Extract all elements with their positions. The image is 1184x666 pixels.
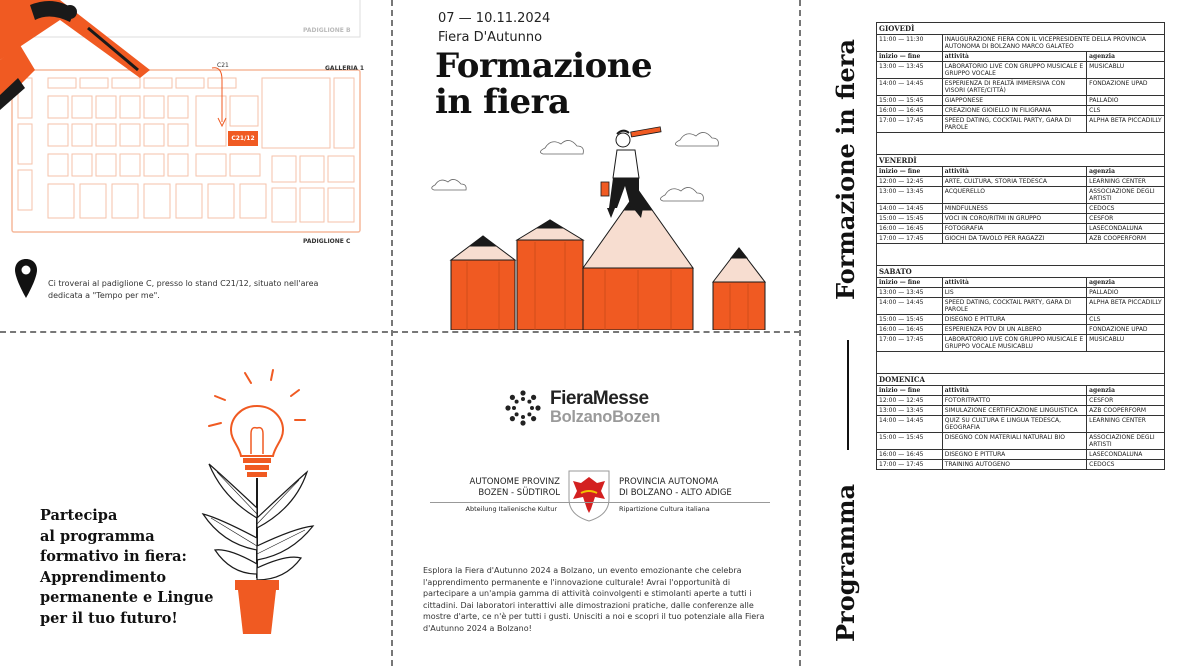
department-de: Abteilung Italienische Kultur (465, 505, 557, 513)
spacer-row (877, 352, 1165, 374)
table-row (877, 35, 1165, 52)
agency-cell: LASECONDALUNA (1087, 450, 1165, 460)
header-activity: attività (942, 386, 1086, 396)
schedule-table (876, 22, 1165, 470)
agency-cell: ALPHA BETA PICCADILLY (1087, 298, 1165, 315)
cover-title-line-1: Formazione (435, 46, 653, 86)
province-it-line-1: PROVINCIA AUTONOMA (619, 477, 719, 487)
activity-cell: ACQUERELLO (942, 187, 1086, 204)
table-row (877, 214, 1165, 224)
time-cell: 15:00 — 15:45 (877, 433, 943, 450)
invite-line: al programma (40, 527, 155, 545)
time-cell: 13:00 — 13:45 (877, 406, 943, 416)
agency-cell: LEARNING CENTER (1087, 177, 1165, 187)
activity-cell: QUIZ SU CULTURA E LINGUA TEDESCA, GEOGRAFIA (942, 416, 1086, 433)
invite-text (40, 506, 240, 629)
agency-cell: LASECONDALUNA (1087, 224, 1165, 234)
invite-line: Apprendimento (40, 568, 167, 586)
agency-cell: CLS (1087, 315, 1165, 325)
header-time: inizio — fine (877, 167, 943, 177)
invite-line: Partecipa (40, 507, 118, 524)
province-de (425, 477, 560, 499)
time-cell: 16:00 — 16:45 (877, 325, 943, 335)
activity-cell: MINDFULNESS (942, 204, 1086, 214)
time-cell: 13:00 — 13:45 (877, 62, 943, 79)
label-pavilion-b: PADIGLIONE B (303, 27, 351, 34)
agency-cell: CEDOCS (1087, 204, 1165, 214)
agency-cell: AZB COOPERFORM (1087, 234, 1165, 244)
invite-line: permanente e Lingue (40, 589, 214, 606)
header-time: inizio — fine (877, 52, 943, 62)
fair-name: Fiera D'Autunno (438, 30, 543, 45)
activity-cell: TRAINING AUTOGENO (942, 460, 1086, 470)
table-row (877, 460, 1165, 470)
header-agency: agenzia (1087, 386, 1165, 396)
agency-cell: MUSICABLU (1087, 335, 1165, 352)
column-header-row (877, 167, 1165, 177)
table-row (877, 335, 1165, 352)
activity-cell: ARTE, CULTURA, STORIA TEDESCA (942, 177, 1086, 187)
table-row (877, 224, 1165, 234)
activity-cell: FOTOGRAFIA (942, 224, 1086, 234)
day-heading: SABATO (877, 266, 1165, 278)
event-dates: 07 — 10.11.2024 (438, 11, 551, 26)
time-cell: 16:00 — 16:45 (877, 224, 943, 234)
table-row (877, 433, 1165, 450)
invite-line: formativo in fiera: (40, 548, 187, 565)
table-row (877, 62, 1165, 79)
agency-cell: PALLADIO (1087, 96, 1165, 106)
day-heading: DOMENICA (877, 374, 1165, 386)
table-row (877, 96, 1165, 106)
table-row (877, 315, 1165, 325)
invite-panel (0, 333, 390, 666)
header-agency: agenzia (1087, 52, 1165, 62)
province-coat-of-arms-icon (567, 469, 611, 523)
activity-cell: ESPERIENZA DI REALTÀ IMMERSIVA CON VISORI (ARTE/CITTÀ) (942, 79, 1086, 96)
cover-panel (395, 0, 800, 330)
day-row-saturday (877, 266, 1165, 278)
table-row (877, 106, 1165, 116)
table-row (877, 406, 1165, 416)
header-time: inizio — fine (877, 278, 943, 288)
time-cell: 13:00 — 13:45 (877, 187, 943, 204)
province-divider (430, 502, 770, 503)
agency-cell: ASSOCIAZIONE DEGLI ARTISTI (1087, 433, 1165, 450)
header-activity: attività (942, 167, 1086, 177)
province-de-line-2: BOZEN - SÜDTIROL (478, 488, 560, 498)
agency-cell: PALLADIO (1087, 288, 1165, 298)
day-row-thursday (877, 23, 1165, 35)
department-it: Ripartizione Cultura italiana (619, 505, 710, 513)
stand-marker: C21/12 (228, 131, 258, 146)
time-cell: 14:00 — 14:45 (877, 298, 943, 315)
time-cell: 17:00 — 17:45 (877, 234, 943, 244)
header-activity: attività (942, 52, 1086, 62)
activity-cell: DISEGNO CON MATERIALI NATURALI BIO (942, 433, 1086, 450)
province-it-line-2: DI BOLZANO - ALTO ADIGE (619, 488, 732, 498)
table-row (877, 79, 1165, 96)
pencil-mountains-illustration (395, 0, 800, 330)
header-agency: agenzia (1087, 278, 1165, 288)
cover-title-line-2: in fiera (435, 82, 570, 122)
vertical-divider (847, 340, 849, 450)
time-cell: 14:00 — 14:45 (877, 416, 943, 433)
table-row (877, 396, 1165, 406)
fieramesse-name: FieraMesse (550, 388, 649, 409)
map-panel (0, 0, 390, 330)
spacer-row (877, 244, 1165, 266)
label-pavilion-c: PADIGLIONE C (303, 238, 351, 245)
table-row (877, 298, 1165, 315)
activity-cell: SPEED DATING, COCKTAIL PARTY, GARA DI PAROLE (942, 116, 1086, 133)
activity-cell: LABORATORIO LIVE CON GRUPPO MUSICALE E GRUPPO VOCALE (942, 62, 1086, 79)
province-it (619, 477, 769, 499)
location-pin-icon (14, 258, 38, 300)
activity-cell: DISEGNO E PITTURA (942, 450, 1086, 460)
header-time: inizio — fine (877, 386, 943, 396)
fold-line-1 (391, 0, 393, 666)
time-cell: 13:00 — 13:45 (877, 288, 943, 298)
time-cell: 14:00 — 14:45 (877, 204, 943, 214)
column-header-row (877, 386, 1165, 396)
day-heading: VENERDÌ (877, 155, 1165, 167)
logos-panel (395, 333, 800, 666)
vertical-title: Formazione in fiera (831, 39, 860, 300)
column-header-row (877, 52, 1165, 62)
table-row (877, 116, 1165, 133)
day-row-friday (877, 155, 1165, 167)
agency-cell: MUSICABLU (1087, 62, 1165, 79)
explorer-figure (601, 127, 661, 218)
event-description: Esplora la Fiera d'Autunno 2024 a Bolzano, un evento emozionante che celebra l'apprendimento permanente e l'innovazione culturale! Avrai l'opportunità di partecipare a un'ampia gamma di attività coinvolgenti e stimolanti aperte a tutti i cittadini. Dai laboratori interattivi alle dimostrazioni pratiche, dalle conferenze alle mostre d'arte, ce n'è per tutti i gusti. Unisciti a noi e scopri il tuo potenziale alla Fiera d'Autunno 2024 a Bolzano! (423, 566, 765, 633)
time-cell: 17:00 — 17:45 (877, 116, 943, 133)
table-row (877, 177, 1165, 187)
time-cell: 12:00 — 12:45 (877, 177, 943, 187)
agency-cell: ASSOCIAZIONE DEGLI ARTISTI (1087, 187, 1165, 204)
time-cell: 17:00 — 17:45 (877, 335, 943, 352)
day-heading: GIOVEDÌ (877, 23, 1165, 35)
label-stand-pointer: C21 (217, 62, 229, 69)
invite-line: per il tuo futuro! (40, 609, 178, 627)
day-row-sunday (877, 374, 1165, 386)
activity-cell: SPEED DATING, COCKTAIL PARTY, GARA DI PAROLE (942, 298, 1086, 315)
activity-cell: ESPERIENZA POV DI UN ALBERO (942, 325, 1086, 335)
agency-cell: LEARNING CENTER (1087, 416, 1165, 433)
time-cell: 15:00 — 15:45 (877, 96, 943, 106)
table-row (877, 416, 1165, 433)
agency-cell: CEDOCS (1087, 460, 1165, 470)
activity-cell: SIMULAZIONE CERTIFICAZIONE LINGUISTICA (942, 406, 1086, 416)
table-row (877, 325, 1165, 335)
activity-cell: GIAPPONESE (942, 96, 1086, 106)
activity-cell: LIS (942, 288, 1086, 298)
column-header-row (877, 278, 1165, 288)
agency-cell: FONDAZIONE UPAD (1087, 325, 1165, 335)
location-text: Ci troverai al padiglione C, presso lo stand C21/12, situato nell'area dedicata a "Tempo per me". (48, 279, 319, 300)
agency-cell: CLS (1087, 106, 1165, 116)
time-cell: 16:00 — 16:45 (877, 450, 943, 460)
time-cell: 15:00 — 15:45 (877, 315, 943, 325)
time-cell: 12:00 — 12:45 (877, 396, 943, 406)
activity-cell: DISEGNO E PITTURA (942, 315, 1086, 325)
time-cell: 14:00 — 14:45 (877, 79, 943, 96)
table-row (877, 288, 1165, 298)
time-cell: 17:00 — 17:45 (877, 460, 943, 470)
label-gallery: GALLERIA 1 (325, 65, 365, 72)
time-cell: 16:00 — 16:45 (877, 106, 943, 116)
activity-cell: GIOCHI DA TAVOLO PER RAGAZZI (942, 234, 1086, 244)
vertical-subtitle: Programma (831, 483, 860, 642)
activity-cell: CREAZIONE GIOIELLO IN FILIGRANA (942, 106, 1086, 116)
activity-cell: FOTORITRATTO (942, 396, 1086, 406)
table-row (877, 450, 1165, 460)
spacer-row (877, 133, 1165, 155)
table-row (877, 204, 1165, 214)
fieramesse-logo-icon (505, 390, 541, 426)
header-activity: attività (942, 278, 1086, 288)
program-panel (803, 0, 1184, 666)
agency-cell: AZB COOPERFORM (1087, 406, 1165, 416)
activity-cell: INAUGURAZIONE FIERA CON IL VICEPRESIDENTE DELLA PROVINCIA AUTONOMA DI BOLZANO MARCO GALATEO (942, 35, 1164, 52)
agency-cell: CESFOR (1087, 214, 1165, 224)
agency-cell: ALPHA BETA PICCADILLY (1087, 116, 1165, 133)
fieramesse-city: BolzanoBozen (550, 408, 661, 426)
province-de-line-1: AUTONOME PROVINZ (469, 477, 560, 487)
agency-cell: CESFOR (1087, 396, 1165, 406)
activity-cell: VOCI IN CORO/RITMI IN GRUPPO (942, 214, 1086, 224)
table-row (877, 187, 1165, 204)
agency-cell: FONDAZIONE UPAD (1087, 79, 1165, 96)
floor-plan-map (0, 0, 390, 260)
time-cell: 15:00 — 15:45 (877, 214, 943, 224)
climber-illustration (0, 0, 150, 110)
header-agency: agenzia (1087, 167, 1165, 177)
activity-cell: LABORATORIO LIVE CON GRUPPO MUSICALE E GRUPPO VOCALE MUSICABLU (942, 335, 1086, 352)
table-row (877, 234, 1165, 244)
time-cell: 11:00 — 11:30 (877, 35, 943, 52)
